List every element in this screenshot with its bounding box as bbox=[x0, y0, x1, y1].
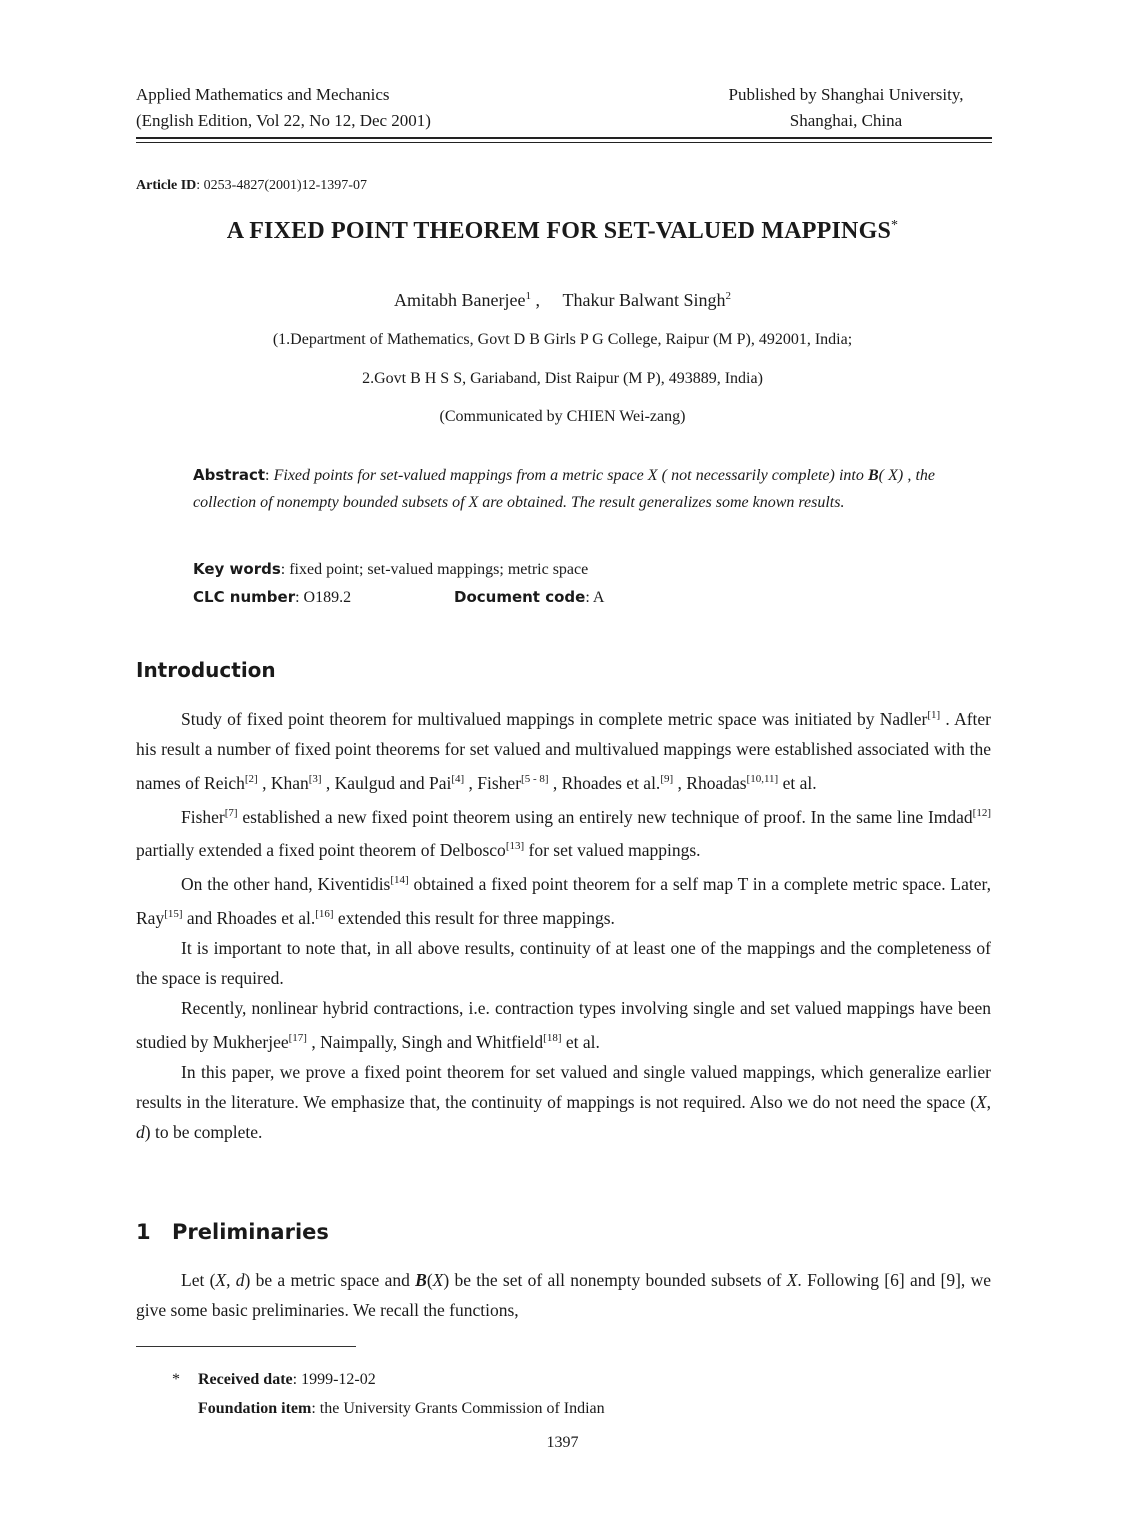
author-separator: , bbox=[530, 290, 540, 310]
keywords-value: : fixed point; set-valued mappings; metric space bbox=[280, 561, 589, 578]
text-run: Fisher bbox=[181, 806, 225, 827]
section-number: 1 bbox=[136, 1220, 151, 1244]
text-run: and Rhoades et al. bbox=[182, 907, 316, 928]
abstract-text bbox=[193, 467, 935, 511]
text-run: Let ( bbox=[181, 1270, 216, 1290]
foundation-label: Foundation item bbox=[198, 1400, 312, 1417]
keywords bbox=[193, 560, 588, 579]
section-heading-introduction: Introduction bbox=[136, 658, 276, 682]
paper-title-text: A FIXED POINT THEOREM FOR SET-VALUED MAPPINGS bbox=[226, 218, 891, 244]
paragraph bbox=[136, 700, 991, 798]
text-run: . After his result a number of fixed point theorems for set valued and multivalued mappings were established associated with the names of Reich bbox=[136, 708, 991, 793]
article-id bbox=[136, 178, 367, 194]
abstract-set-symbol: B bbox=[868, 467, 879, 484]
communicated-by: (Communicated by CHIEN Wei-zang) bbox=[439, 408, 686, 425]
header-rule-thick bbox=[136, 137, 992, 139]
text-run: ) be a metric space and bbox=[244, 1270, 416, 1290]
author-name: Thakur Balwant Singh bbox=[562, 290, 726, 310]
citation: [13] bbox=[505, 840, 525, 853]
clc-number bbox=[193, 588, 351, 607]
citation: [14] bbox=[390, 874, 409, 887]
received-value: : 1999-12-02 bbox=[292, 1371, 376, 1388]
section-title: Preliminaries bbox=[172, 1220, 329, 1244]
citation: [5 - 8] bbox=[521, 772, 549, 785]
citation: [9] bbox=[660, 772, 674, 785]
text-run: Study of fixed point theorem for multivalued mappings in complete metric space was initiated by Nadler bbox=[181, 708, 928, 729]
abstract-label: Abstract bbox=[193, 466, 266, 484]
affiliation-1: (1.Department of Mathematics, Govt D B Girls P G College, Raipur (M P), 492001, India; bbox=[272, 331, 853, 348]
footnote-rule bbox=[136, 1346, 356, 1347]
introduction-body bbox=[136, 700, 991, 1147]
document-code-label: Document code bbox=[454, 588, 586, 606]
document-code bbox=[454, 588, 604, 607]
abstract-colon: : bbox=[265, 467, 274, 484]
paragraph bbox=[136, 798, 991, 866]
text-run: et al. bbox=[778, 772, 817, 793]
journal-edition: (English Edition, Vol 22, No 12, Dec 2001) bbox=[136, 111, 431, 130]
author-list bbox=[0, 290, 1125, 311]
preliminaries-body bbox=[136, 1265, 991, 1325]
math-symbol: X bbox=[975, 1091, 987, 1112]
paragraph bbox=[136, 993, 991, 1057]
citation: [4] bbox=[451, 772, 465, 785]
text-run: . Following [6] and [9], we give some basic preliminaries. We recall the functions, bbox=[136, 1270, 991, 1320]
paragraph bbox=[136, 1057, 991, 1147]
math-symbol: X bbox=[215, 1270, 227, 1290]
text-run: Recently, nonlinear hybrid contractions, i.e. contraction types involving single and set valued mappings have been studied by Mukherjee bbox=[136, 997, 991, 1052]
footnote-foundation bbox=[198, 1400, 605, 1418]
abstract bbox=[193, 462, 935, 516]
text-run: extended this result for three mappings. bbox=[333, 907, 615, 928]
author-affiliation-mark: 2 bbox=[725, 290, 731, 302]
text-run: ) to be complete. bbox=[144, 1121, 263, 1142]
citation: [3] bbox=[308, 772, 322, 785]
math-symbol: d bbox=[136, 1121, 145, 1142]
text-run: ) be the set of all nonempty bounded subsets of bbox=[443, 1270, 787, 1290]
author-affiliation-mark: 1 bbox=[525, 290, 531, 302]
title-footnote-mark: * bbox=[891, 218, 899, 233]
publisher-location: Shanghai, China bbox=[789, 111, 903, 130]
citation: [16] bbox=[315, 908, 334, 921]
text-run: , Naimpally, Singh and Whitfield bbox=[306, 1031, 544, 1052]
abstract-text-part: Fixed points for set-valued mappings from a metric space X ( not necessarily complete) into bbox=[273, 467, 868, 484]
citation: [12] bbox=[972, 806, 991, 819]
text-run: for set valued mappings. bbox=[524, 840, 701, 861]
text-run: partially extended a fixed point theorem of Delbosco bbox=[136, 840, 506, 861]
page-number: 1397 bbox=[546, 1434, 579, 1451]
publisher-header bbox=[700, 82, 992, 134]
citation: [17] bbox=[288, 1031, 307, 1044]
clc-value: : O189.2 bbox=[295, 589, 352, 606]
affiliation-2: 2.Govt B H S S, Gariaband, Dist Raipur (M P), 493889, India) bbox=[362, 370, 763, 387]
paragraph bbox=[136, 1265, 991, 1325]
text-run: , Rhoadas bbox=[673, 772, 747, 793]
text-run: , bbox=[986, 1091, 991, 1112]
article-id-label: Article ID bbox=[136, 178, 197, 193]
footnote-mark: * bbox=[172, 1371, 180, 1388]
text-run: , Khan bbox=[257, 772, 309, 793]
citation: [7] bbox=[224, 806, 238, 819]
received-label: Received date bbox=[198, 1371, 293, 1388]
citation: [1] bbox=[927, 709, 941, 721]
abstract-text-part: ( X) , the collection of nonempty bounded subsets of X are obtained. The result generalizes some known results. bbox=[193, 467, 936, 511]
clc-label: CLC number bbox=[193, 588, 296, 606]
journal-name: Applied Mathematics and Mechanics bbox=[136, 85, 390, 104]
citation: [10,11] bbox=[746, 772, 779, 785]
citation: [15] bbox=[164, 908, 183, 921]
author-name: Amitabh Banerjee bbox=[394, 290, 526, 310]
paper-title bbox=[0, 218, 1125, 245]
math-symbol: B bbox=[415, 1270, 427, 1290]
paragraph bbox=[136, 865, 991, 933]
foundation-value: : the University Grants Commission of Indian bbox=[311, 1400, 605, 1417]
text-run: , Rhoades et al. bbox=[548, 772, 661, 793]
text-run: , bbox=[226, 1270, 236, 1290]
header-rule-thin bbox=[136, 142, 992, 143]
citation: [18] bbox=[543, 1031, 562, 1044]
math-symbol: d bbox=[235, 1270, 245, 1290]
section-heading-preliminaries bbox=[136, 1220, 329, 1244]
math-symbol: X bbox=[786, 1270, 798, 1290]
text-run: , Fisher bbox=[464, 772, 522, 793]
text-run: On the other hand, Kiventidis bbox=[181, 874, 391, 895]
math-symbol: X bbox=[432, 1270, 444, 1290]
document-code-value: : A bbox=[585, 589, 605, 606]
footnote-received bbox=[172, 1371, 376, 1389]
publisher-name: Published by Shanghai University, bbox=[728, 85, 964, 104]
text-run: et al. bbox=[561, 1031, 600, 1052]
paragraph: It is important to note that, in all above results, continuity of at least one of the mappings and the completeness of the space is required. bbox=[136, 937, 991, 988]
text-run: , Kaulgud and Pai bbox=[321, 772, 452, 793]
keywords-label: Key words bbox=[193, 560, 281, 578]
article-id-value: : 0253-4827(2001)12-1397-07 bbox=[196, 178, 367, 193]
journal-header bbox=[136, 82, 431, 134]
text-run: ( bbox=[426, 1270, 433, 1290]
text-run: established a new fixed point theorem using an entirely new technique of proof. In the same line Imdad bbox=[237, 806, 973, 827]
citation: [2] bbox=[244, 772, 258, 785]
text-run: In this paper, we prove a fixed point theorem for set valued and single valued mappings, which generalize earlier results in the literature. We emphasize that, the continuity of mappings is not required. Also we do not need the space ( bbox=[136, 1061, 991, 1112]
text-run: obtained a fixed point theorem for a self map T in a complete metric space. Later, Ray bbox=[136, 874, 992, 928]
